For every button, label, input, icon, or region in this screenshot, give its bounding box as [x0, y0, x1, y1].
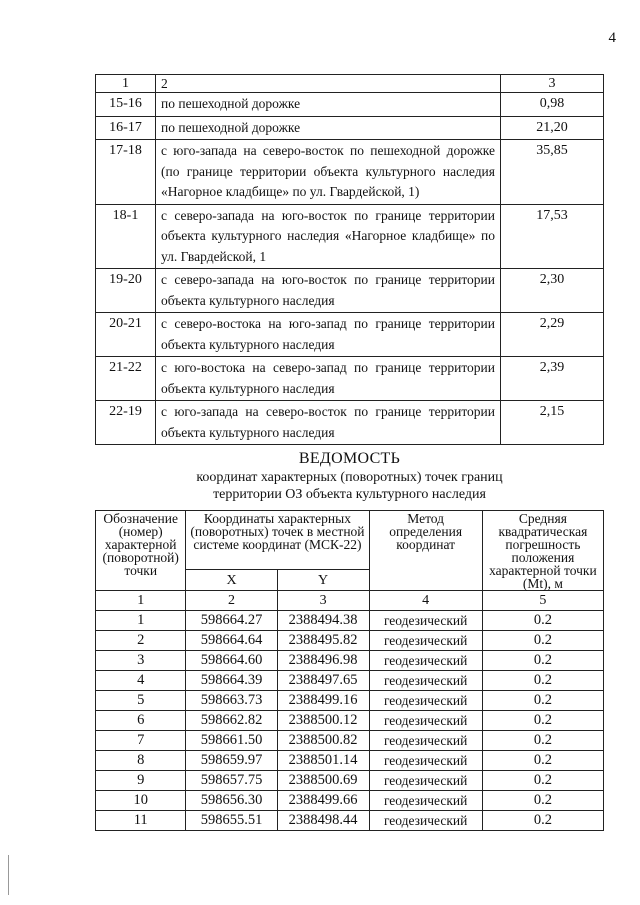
- coord-y: 2388499.16: [277, 691, 369, 711]
- column-number-1: 1: [96, 591, 186, 611]
- route-description: по пешеходной дорожке: [156, 116, 501, 140]
- route-description: с юго-запада на северо-восток по пешеходной дорожке (по границе территории объекта культурного наследия «Нагорное кладбище» по ул. Гвардейской, 1): [156, 140, 501, 205]
- header-x: X: [186, 570, 277, 591]
- coord-method: геодезический: [369, 751, 482, 771]
- route-table-row: [96, 140, 604, 205]
- route-length: 2,39: [501, 357, 604, 401]
- coord-x: 598655.51: [186, 811, 277, 831]
- route-segment: 22-19: [96, 401, 156, 445]
- statement-title: ВЕДОМОСТЬ: [298, 450, 401, 467]
- route-table-row: [96, 313, 604, 357]
- coordinates-table-body: [96, 611, 604, 831]
- route-table-body: [96, 93, 604, 445]
- coord-method: геодезический: [369, 651, 482, 671]
- route-description: с юго-запада на северо-восток по границе территории объекта культурного наследия: [156, 401, 501, 445]
- coord-error: 0.2: [482, 771, 603, 791]
- coord-error: 0.2: [482, 631, 603, 651]
- point-number: 1: [96, 611, 186, 631]
- route-table-row: [96, 93, 604, 117]
- coord-y: 2388496.98: [277, 651, 369, 671]
- coord-x: 598657.75: [186, 771, 277, 791]
- header-mean-square-error: Средняя квадратическая погрешность положения характерной точки (Mt), м: [482, 511, 603, 591]
- coord-error: 0.2: [482, 791, 603, 811]
- coordinate-row: [96, 791, 604, 811]
- coord-method: геодезический: [369, 691, 482, 711]
- coord-method: геодезический: [369, 711, 482, 731]
- route-description: по пешеходной дорожке: [156, 93, 501, 117]
- coord-error: 0.2: [482, 711, 603, 731]
- coord-method: геодезический: [369, 611, 482, 631]
- route-table: [95, 74, 604, 445]
- coord-y: 2388499.66: [277, 791, 369, 811]
- coord-method: геодезический: [369, 771, 482, 791]
- coord-x: 598662.82: [186, 711, 277, 731]
- coordinate-row: [96, 631, 604, 651]
- coord-x: 598659.97: [186, 751, 277, 771]
- coordinates-table: [95, 510, 604, 831]
- route-header-col-3: 3: [501, 75, 604, 93]
- coord-error: 0.2: [482, 671, 603, 691]
- coord-header-row-1: [96, 511, 604, 570]
- point-number: 10: [96, 791, 186, 811]
- point-number: 2: [96, 631, 186, 651]
- route-length: 21,20: [501, 116, 604, 140]
- point-number: 8: [96, 751, 186, 771]
- route-segment: 20-21: [96, 313, 156, 357]
- coord-x: 598664.64: [186, 631, 277, 651]
- route-segment: 19-20: [96, 269, 156, 313]
- coord-x: 598656.30: [186, 791, 277, 811]
- column-number-3: 3: [277, 591, 369, 611]
- coordinate-row: [96, 731, 604, 751]
- coord-y: 2388500.82: [277, 731, 369, 751]
- coord-x: 598664.27: [186, 611, 277, 631]
- column-number-5: 5: [482, 591, 603, 611]
- coordinate-row: [96, 691, 604, 711]
- statement-subtitle-line-1: координат характерных (поворотных) точек границ: [196, 470, 503, 485]
- route-description: с северо-востока на юго-запад по границе территории объекта культурного наследия: [156, 313, 501, 357]
- coordinate-row: [96, 811, 604, 831]
- route-length: 2,15: [501, 401, 604, 445]
- route-description: с северо-запада на юго-восток по границе территории объекта культурного наследия «Нагорное кладбище» по ул. Гвардейской, 1: [156, 204, 501, 269]
- coord-y: 2388500.12: [277, 711, 369, 731]
- coord-x: 598661.50: [186, 731, 277, 751]
- route-segment: 15-16: [96, 93, 156, 117]
- coord-error: 0.2: [482, 651, 603, 671]
- coord-method: геодезический: [369, 811, 482, 831]
- coord-x: 598664.39: [186, 671, 277, 691]
- point-number: 6: [96, 711, 186, 731]
- route-description: с северо-запада на юго-восток по границе территории объекта культурного наследия: [156, 269, 501, 313]
- coordinate-row: [96, 771, 604, 791]
- coord-method: геодезический: [369, 631, 482, 651]
- route-table-row: [96, 357, 604, 401]
- route-segment: 17-18: [96, 140, 156, 205]
- route-length: 2,30: [501, 269, 604, 313]
- route-table-row: [96, 116, 604, 140]
- route-length: 17,53: [501, 204, 604, 269]
- route-length: 2,29: [501, 313, 604, 357]
- coord-y: 2388494.38: [277, 611, 369, 631]
- coordinate-row: [96, 671, 604, 691]
- coord-error: 0.2: [482, 751, 603, 771]
- scan-margin-line: [8, 855, 9, 895]
- coord-y: 2388501.14: [277, 751, 369, 771]
- point-number: 11: [96, 811, 186, 831]
- coord-y: 2388497.65: [277, 671, 369, 691]
- header-method: Метод определения координат: [369, 511, 482, 591]
- coord-y: 2388495.82: [277, 631, 369, 651]
- route-header-col-2: 2: [156, 75, 501, 93]
- coordinate-row: [96, 611, 604, 631]
- coord-method: геодезический: [369, 731, 482, 751]
- coord-method: геодезический: [369, 791, 482, 811]
- coord-error: 0.2: [482, 811, 603, 831]
- coord-y: 2388498.44: [277, 811, 369, 831]
- column-number-2: 2: [186, 591, 277, 611]
- header-y: Y: [277, 570, 369, 591]
- point-number: 5: [96, 691, 186, 711]
- route-table-header: [96, 75, 604, 93]
- point-number: 7: [96, 731, 186, 751]
- coord-error: 0.2: [482, 611, 603, 631]
- column-number-4: 4: [369, 591, 482, 611]
- statement-subtitle-line-2: территории ОЗ объекта культурного наследия: [213, 487, 486, 502]
- coord-x: 598663.73: [186, 691, 277, 711]
- route-length: 35,85: [501, 140, 604, 205]
- coord-x: 598664.60: [186, 651, 277, 671]
- coord-y: 2388500.69: [277, 771, 369, 791]
- route-table-row: [96, 204, 604, 269]
- point-number: 9: [96, 771, 186, 791]
- route-segment: 18-1: [96, 204, 156, 269]
- route-table-row: [96, 269, 604, 313]
- route-segment: 21-22: [96, 357, 156, 401]
- route-segment: 16-17: [96, 116, 156, 140]
- route-length: 0,98: [501, 93, 604, 117]
- coord-error: 0.2: [482, 691, 603, 711]
- route-table-row: [96, 401, 604, 445]
- route-header-col-1: 1: [96, 75, 156, 93]
- coord-error: 0.2: [482, 731, 603, 751]
- header-point-designation: Обозначение (номер) характерной (поворотной) точки: [96, 511, 186, 591]
- coord-method: геодезический: [369, 671, 482, 691]
- coordinate-row: [96, 651, 604, 671]
- point-number: 4: [96, 671, 186, 691]
- point-number: 3: [96, 651, 186, 671]
- column-numbers-row: [96, 591, 604, 611]
- coordinate-row: [96, 751, 604, 771]
- page-number: 4: [608, 30, 616, 46]
- header-coordinates: Координаты характерных (поворотных) точек в местной системе координат (МСК-22): [186, 511, 369, 570]
- coordinate-row: [96, 711, 604, 731]
- route-description: с юго-востока на северо-запад по границе территории объекта культурного наследия: [156, 357, 501, 401]
